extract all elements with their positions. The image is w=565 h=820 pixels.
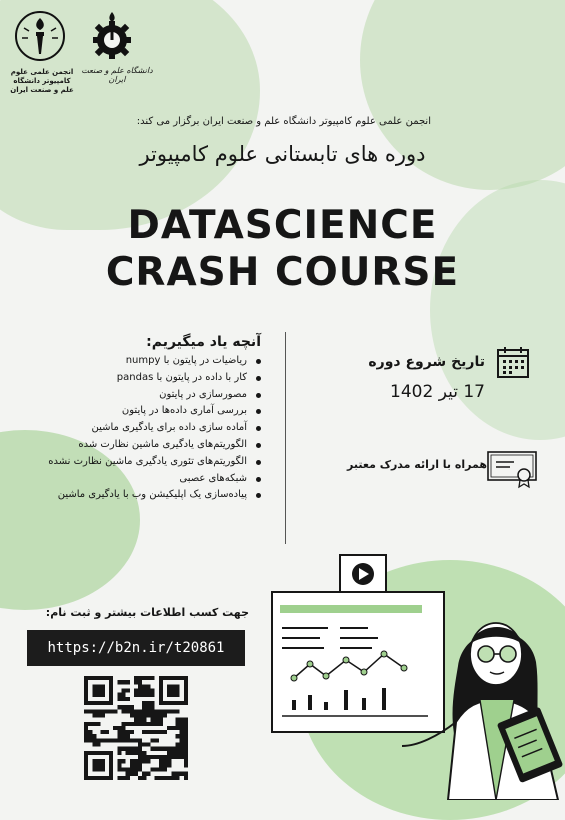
association-logo-text: انجمن علمی علوم کامپیوتر دانشگاه علم و صنعت ایران [10,68,74,94]
gear-logo [88,10,136,66]
learn-title: آنچه یاد میگیریم: [146,334,261,350]
series-title: دوره های تابستانی علوم کامپیوتر [139,142,426,166]
column-divider [285,332,286,544]
data-dashboard-illustration [268,550,565,800]
list-item: کار با داده در پایتون با pandas [48,370,261,387]
start-date-value: 17 تیر 1402 [390,382,485,402]
organizer-line: انجمن علمی علوم کامپیوتر دانشگاه علم و صنعت ایران برگزار می کند: [136,116,431,127]
list-item: پیاده‌سازی یک اپلیکیشن وب با یادگیری ماشین [48,487,261,504]
course-title-line1: DATASCIENCE [127,203,438,248]
certificate-icon [486,449,538,489]
certificate-label: همراه با ارائه مدرک معتبر [347,458,487,471]
registration-link[interactable]: https://b2n.ir/t20861 [27,630,245,666]
qr-code [84,676,188,780]
learn-list [48,353,261,504]
list-item: مصورسازی در پایتون [48,387,261,404]
list-item: بررسی آماری داده‌ها در پایتون [48,403,261,420]
university-logo-text: دانشگاه علم و صنعت ایران [81,66,153,84]
list-item: الگوریتم‌های یادگیری ماشین نظارت شده [48,437,261,454]
list-item: الگوریتم‌های تئوری یادگیری ماشین نظارت نشده [48,454,261,471]
start-date-label: تاریخ شروع دوره [368,354,485,370]
registration-label: جهت کسب اطلاعات بیشتر و ثبت نام: [45,606,249,619]
course-title-line2: CRASH COURSE [105,250,460,295]
calendar-icon [496,345,530,379]
list-item: ریاضیات در پایتون با numpy [48,353,261,370]
list-item: آماده سازی داده برای یادگیری ماشین [48,420,261,437]
list-item: شبکه‌های عصبی [48,471,261,488]
torch-logo [12,8,68,64]
